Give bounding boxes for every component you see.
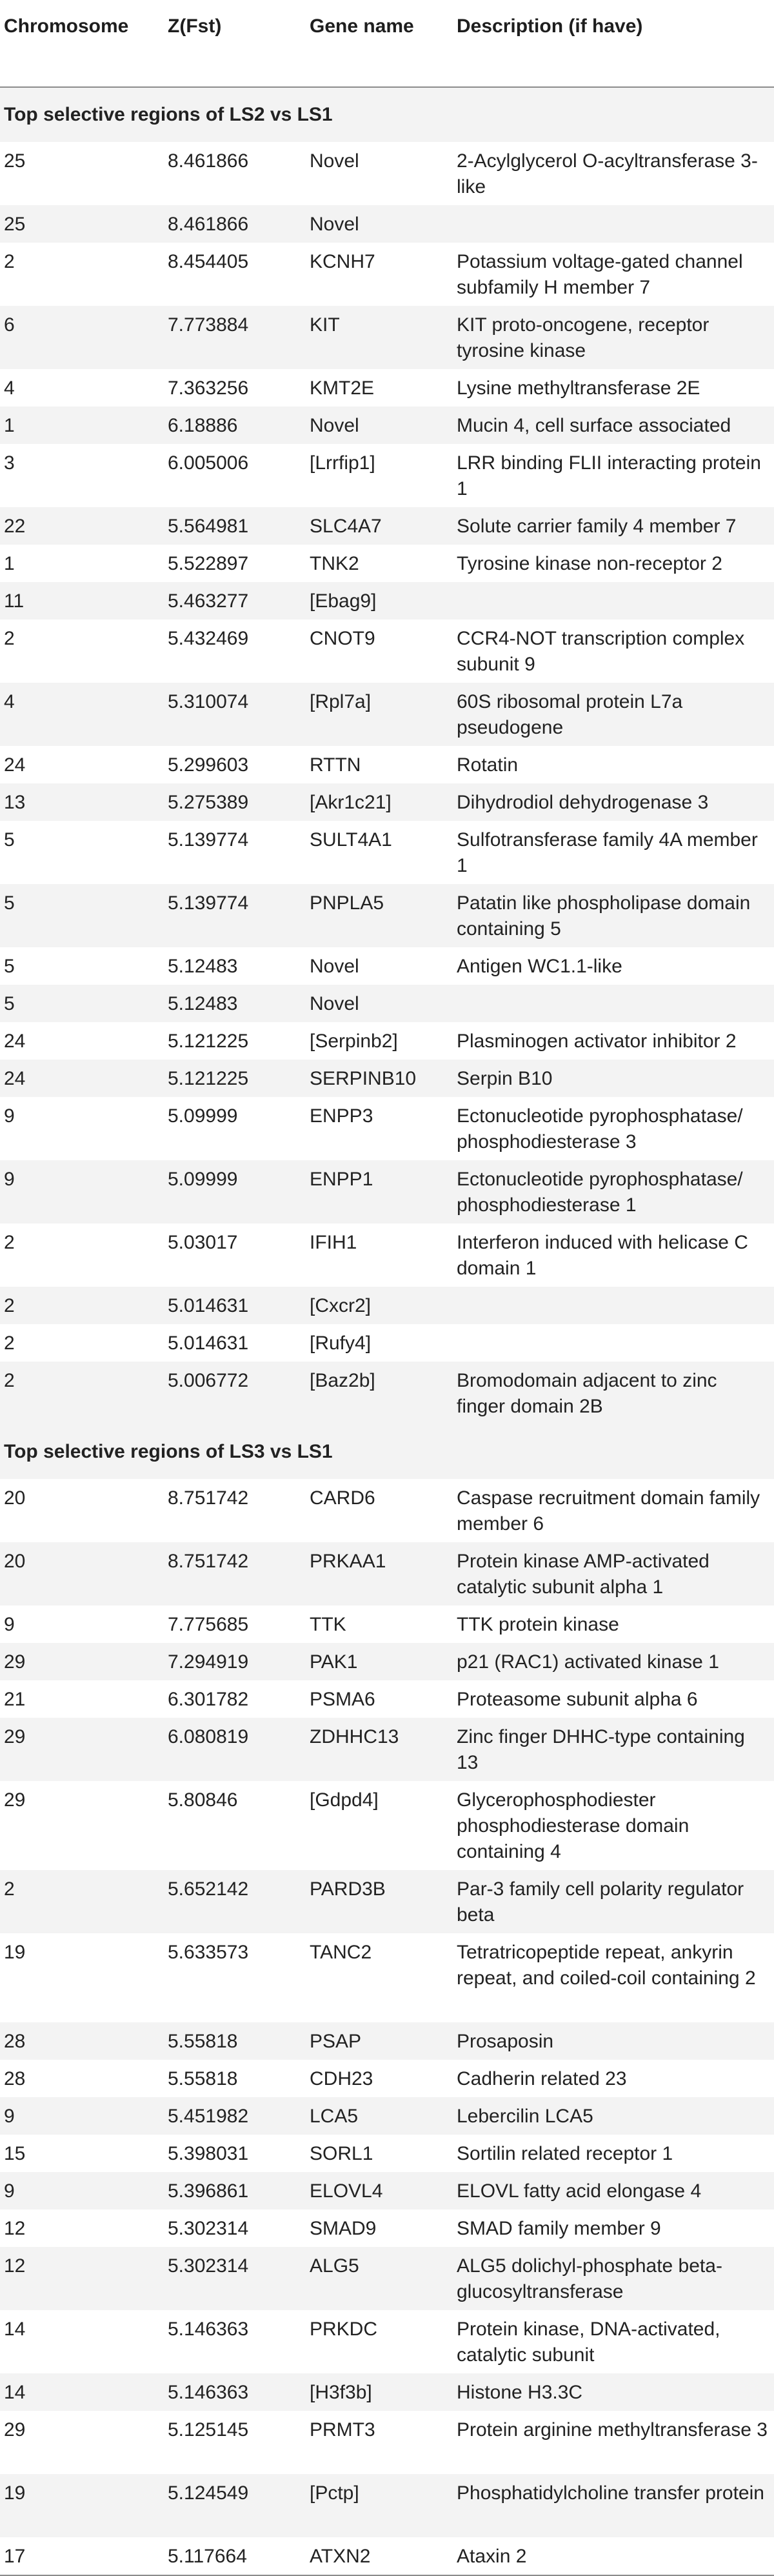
cell-zfst: 5.03017	[168, 1232, 238, 1253]
cell-description: Tetratricopeptide repeat, ankyrin repeat, and coiled-coil containing 2	[457, 1942, 756, 1989]
table-row	[0, 2474, 774, 2537]
cell-zfst: 5.432469	[168, 628, 249, 649]
cell-gene-name: [Rufy4]	[310, 1333, 372, 1354]
cell-chromosome: 5	[4, 892, 15, 914]
cell-zfst: 5.652142	[168, 1878, 249, 1900]
cell-gene-name: KIT	[310, 314, 340, 336]
cell-chromosome: 2	[4, 1878, 15, 1900]
table-row	[0, 1362, 774, 1425]
cell-zfst: 8.751742	[168, 1551, 249, 1572]
cell-zfst: 5.125145	[168, 2419, 249, 2440]
cell-zfst: 5.396861	[168, 2180, 249, 2202]
cell-zfst: 5.55818	[168, 2068, 238, 2089]
cell-description: Protein arginine methyltransferase 3	[457, 2419, 768, 2440]
cell-description: Zinc finger DHHC-type containing 13	[457, 1726, 745, 1773]
cell-description: Ectonucleotide pyrophosphatase/ phosphodiesterase 3	[457, 1105, 743, 1152]
cell-chromosome: 19	[4, 2482, 26, 2504]
table-row	[0, 2310, 774, 2373]
cell-description: p21 (RAC1) activated kinase 1	[457, 1651, 719, 1673]
cell-chromosome: 15	[4, 2143, 26, 2164]
cell-zfst: 5.451982	[168, 2106, 249, 2127]
cell-chromosome: 4	[4, 691, 15, 712]
cell-zfst: 6.080819	[168, 1726, 249, 1747]
cell-zfst: 5.014631	[168, 1295, 249, 1316]
cell-zfst: 5.633573	[168, 1942, 249, 1963]
table-row	[0, 2537, 774, 2575]
cell-gene-name: ENPP3	[310, 1105, 373, 1127]
table-row	[0, 1160, 774, 1223]
cell-description: Prosaposin	[457, 2031, 554, 2052]
cell-chromosome: 1	[4, 415, 15, 436]
cell-zfst: 5.302314	[168, 2218, 249, 2239]
cell-zfst: 5.398031	[168, 2143, 249, 2164]
table-row	[0, 1542, 774, 1605]
table-row	[0, 2411, 774, 2474]
cell-chromosome: 2	[4, 628, 15, 649]
cell-gene-name: TANC2	[310, 1942, 372, 1963]
cell-zfst: 7.773884	[168, 314, 249, 336]
table-row	[0, 2172, 774, 2209]
cell-description: CCR4-NOT transcription complex subunit 9	[457, 628, 745, 675]
cell-description: 60S ribosomal protein L7a pseudogene	[457, 691, 683, 738]
cell-zfst: 5.014631	[168, 1333, 249, 1354]
cell-zfst: 7.294919	[168, 1651, 249, 1673]
cell-gene-name: [Gdpd4]	[310, 1789, 379, 1811]
cell-gene-name: [Lrrfip1]	[310, 452, 375, 474]
table-row	[0, 1643, 774, 1680]
cell-chromosome: 4	[4, 377, 15, 399]
cell-chromosome: 2	[4, 251, 15, 272]
table-row	[0, 507, 774, 545]
cell-chromosome: 25	[4, 214, 26, 235]
cell-gene-name: [Rpl7a]	[310, 691, 372, 712]
table-row	[0, 2060, 774, 2097]
cell-description: ALG5 dolichyl-phosphate beta-glucosyltransferase	[457, 2255, 722, 2302]
cell-zfst: 5.09999	[168, 1105, 238, 1127]
cell-gene-name: [H3f3b]	[310, 2382, 372, 2403]
cell-description: Ectonucleotide pyrophosphatase/ phosphodiesterase 1	[457, 1169, 743, 1216]
cell-description: 2-Acylglycerol O-acyltransferase 3-like	[457, 150, 758, 197]
table-row	[0, 243, 774, 306]
cell-gene-name: PSMA6	[310, 1689, 375, 1710]
cell-zfst: 5.117664	[168, 2546, 247, 2567]
cell-chromosome: 11	[4, 590, 25, 612]
cell-gene-name: [Akr1c21]	[310, 792, 392, 813]
table-row	[0, 205, 774, 243]
cell-chromosome: 5	[4, 993, 15, 1014]
table-row	[0, 1933, 774, 2022]
table-row	[0, 582, 774, 619]
cell-description: Histone H3.3C	[457, 2382, 583, 2403]
cell-zfst: 5.121225	[168, 1068, 249, 1089]
cell-gene-name: SLC4A7	[310, 516, 382, 537]
cell-chromosome: 12	[4, 2218, 26, 2239]
cell-gene-name: PARD3B	[310, 1878, 386, 1900]
cell-chromosome: 17	[4, 2546, 26, 2567]
header-zfst: Z(Fst)	[168, 15, 222, 37]
table-row	[0, 2097, 774, 2135]
cell-gene-name: Novel	[310, 214, 359, 235]
cell-zfst: 8.461866	[168, 214, 249, 235]
cell-gene-name: Novel	[310, 415, 359, 436]
cell-zfst: 5.12483	[168, 956, 238, 977]
cell-zfst: 5.302314	[168, 2255, 249, 2277]
cell-zfst: 5.12483	[168, 993, 238, 1014]
cell-zfst: 8.751742	[168, 1487, 249, 1509]
cell-gene-name: KMT2E	[310, 377, 375, 399]
table-header-row	[0, 0, 774, 88]
table-row	[0, 1097, 774, 1160]
cell-description: Potassium voltage-gated channel subfamily H member 7	[457, 251, 743, 298]
cell-chromosome: 3	[4, 452, 15, 474]
cell-zfst: 5.564981	[168, 516, 249, 537]
cell-chromosome: 12	[4, 2255, 26, 2277]
cell-gene-name: PSAP	[310, 2031, 362, 2052]
cell-zfst: 5.139774	[168, 829, 249, 850]
header-chromosome: Chromosome	[4, 15, 129, 37]
table-row	[0, 683, 774, 746]
cell-description: Mucin 4, cell surface associated	[457, 415, 731, 436]
cell-zfst: 5.310074	[168, 691, 249, 712]
cell-gene-name: SULT4A1	[310, 829, 392, 850]
section-header	[0, 1425, 774, 1479]
cell-description: Lysine methyltransferase 2E	[457, 377, 700, 399]
cell-description: Ataxin 2	[457, 2546, 527, 2567]
cell-description: Cadherin related 23	[457, 2068, 627, 2089]
cell-chromosome: 2	[4, 1295, 15, 1316]
cell-gene-name: IFIH1	[310, 1232, 357, 1253]
cell-gene-name: TNK2	[310, 553, 359, 574]
cell-gene-name: LCA5	[310, 2106, 359, 2127]
cell-gene-name: CARD6	[310, 1487, 375, 1509]
cell-chromosome: 9	[4, 1169, 15, 1190]
cell-gene-name: SMAD9	[310, 2218, 377, 2239]
cell-gene-name: SERPINB10	[310, 1068, 417, 1089]
cell-chromosome: 14	[4, 2382, 26, 2403]
cell-zfst: 7.363256	[168, 377, 249, 399]
cell-chromosome: 9	[4, 2180, 15, 2202]
cell-description: Glycerophosphodiester phosphodiesterase domain containing 4	[457, 1789, 690, 1862]
cell-gene-name: ZDHHC13	[310, 1726, 399, 1747]
table-row	[0, 1781, 774, 1870]
cell-chromosome: 5	[4, 829, 15, 850]
cell-chromosome: 1	[4, 553, 15, 574]
cell-description: TTK protein kinase	[457, 1614, 619, 1635]
cell-description: KIT proto-oncogene, receptor tyrosine kinase	[457, 314, 710, 361]
cell-description: Par-3 family cell polarity regulator beta	[457, 1878, 744, 1926]
table-row	[0, 142, 774, 205]
table-row	[0, 1022, 774, 1060]
cell-zfst: 8.461866	[168, 150, 249, 172]
table-body	[0, 88, 774, 2575]
cell-description: Plasminogen activator inhibitor 2	[457, 1031, 737, 1052]
cell-gene-name: ENPP1	[310, 1169, 373, 1190]
table-row	[0, 746, 774, 783]
cell-chromosome: 20	[4, 1487, 26, 1509]
table-row	[0, 2247, 774, 2310]
cell-description: Rotatin	[457, 754, 519, 776]
cell-chromosome: 24	[4, 1068, 26, 1089]
cell-chromosome: 22	[4, 516, 26, 537]
table-row	[0, 1605, 774, 1643]
cell-description: Phosphatidylcholine transfer protein	[457, 2482, 764, 2504]
cell-zfst: 5.146363	[168, 2319, 249, 2340]
cell-chromosome: 28	[4, 2031, 26, 2052]
cell-chromosome: 13	[4, 792, 26, 813]
cell-zfst: 6.005006	[168, 452, 249, 474]
cell-zfst: 5.275389	[168, 792, 249, 813]
cell-chromosome: 2	[4, 1333, 15, 1354]
cell-zfst: 5.522897	[168, 553, 249, 574]
table-row	[0, 821, 774, 884]
cell-gene-name: ATXN2	[310, 2546, 371, 2567]
cell-gene-name: TTK	[310, 1614, 346, 1635]
cell-zfst: 5.139774	[168, 892, 249, 914]
cell-description: Solute carrier family 4 member 7	[457, 516, 737, 537]
cell-chromosome: 25	[4, 150, 26, 172]
table-row	[0, 947, 774, 985]
table-row	[0, 2373, 774, 2411]
cell-description: Dihydrodiol dehydrogenase 3	[457, 792, 709, 813]
table-row	[0, 985, 774, 1022]
table-row	[0, 1223, 774, 1287]
cell-description: Sulfotransferase family 4A member 1	[457, 829, 758, 876]
cell-gene-name: Novel	[310, 993, 359, 1014]
cell-gene-name: CNOT9	[310, 628, 375, 649]
cell-description: Serpin B10	[457, 1068, 553, 1089]
cell-description: Antigen WC1.1-like	[457, 956, 622, 977]
cell-chromosome: 9	[4, 2106, 15, 2127]
cell-description: Patatin like phospholipase domain containing 5	[457, 892, 751, 940]
cell-gene-name: PRMT3	[310, 2419, 375, 2440]
cell-description: Interferon induced with helicase C domain 1	[457, 1232, 748, 1279]
cell-chromosome: 5	[4, 956, 15, 977]
table-row	[0, 884, 774, 947]
cell-chromosome: 9	[4, 1105, 15, 1127]
cell-chromosome: 21	[4, 1689, 26, 1710]
section-header	[0, 88, 774, 142]
table-row	[0, 1324, 774, 1362]
table-row	[0, 1680, 774, 1718]
table-row	[0, 1287, 774, 1324]
cell-zfst: 5.09999	[168, 1169, 238, 1190]
cell-gene-name: ALG5	[310, 2255, 359, 2277]
cell-gene-name: ELOVL4	[310, 2180, 383, 2202]
cell-chromosome: 2	[4, 1232, 15, 1253]
cell-description: Sortilin related receptor 1	[457, 2143, 673, 2164]
cell-chromosome: 9	[4, 1614, 15, 1635]
cell-description: Tyrosine kinase non-receptor 2	[457, 553, 722, 574]
cell-description: Proteasome subunit alpha 6	[457, 1689, 698, 1710]
cell-description: ELOVL fatty acid elongase 4	[457, 2180, 702, 2202]
cell-zfst: 5.55818	[168, 2031, 238, 2052]
cell-zfst: 5.121225	[168, 1031, 249, 1052]
cell-description: SMAD family member 9	[457, 2218, 661, 2239]
cell-chromosome: 14	[4, 2319, 26, 2340]
cell-gene-name: PNPLA5	[310, 892, 384, 914]
cell-gene-name: PRKDC	[310, 2319, 378, 2340]
cell-gene-name: CDH23	[310, 2068, 373, 2089]
cell-description: Caspase recruitment domain family member 6	[457, 1487, 760, 1535]
cell-chromosome: 29	[4, 2419, 26, 2440]
cell-gene-name: [Cxcr2]	[310, 1295, 372, 1316]
cell-zfst: 5.124549	[168, 2482, 249, 2504]
section-title: Top selective regions of LS3 vs LS1	[4, 1441, 333, 1462]
section-title: Top selective regions of LS2 vs LS1	[4, 104, 333, 125]
table-row	[0, 1479, 774, 1542]
cell-chromosome: 19	[4, 1942, 26, 1963]
cell-gene-name: [Pctp]	[310, 2482, 359, 2504]
cell-gene-name: KCNH7	[310, 251, 375, 272]
table-row	[0, 407, 774, 444]
cell-zfst: 7.775685	[168, 1614, 249, 1635]
cell-gene-name: Novel	[310, 956, 359, 977]
cell-gene-name: PRKAA1	[310, 1551, 386, 1572]
cell-description: LRR binding FLII interacting protein 1	[457, 452, 761, 499]
table-row	[0, 1060, 774, 1097]
cell-zfst: 5.299603	[168, 754, 249, 776]
cell-chromosome: 29	[4, 1651, 26, 1673]
cell-chromosome: 2	[4, 1370, 15, 1391]
table-row	[0, 619, 774, 683]
cell-chromosome: 24	[4, 1031, 26, 1052]
header-description: Description (if have)	[457, 15, 643, 37]
cell-zfst: 5.146363	[168, 2382, 249, 2403]
cell-chromosome: 28	[4, 2068, 26, 2089]
cell-gene-name: [Ebag9]	[310, 590, 377, 612]
table-row	[0, 2022, 774, 2060]
cell-gene-name: PAK1	[310, 1651, 358, 1673]
table-row	[0, 369, 774, 407]
cell-chromosome: 24	[4, 754, 26, 776]
table-row	[0, 444, 774, 507]
table-row	[0, 1870, 774, 1933]
cell-gene-name: RTTN	[310, 754, 361, 776]
cell-gene-name: SORL1	[310, 2143, 373, 2164]
cell-zfst: 5.463277	[168, 590, 249, 612]
cell-chromosome: 29	[4, 1726, 26, 1747]
cell-chromosome: 20	[4, 1551, 26, 1572]
cell-description: Protein kinase AMP-activated catalytic subunit alpha 1	[457, 1551, 710, 1598]
cell-description: Lebercilin LCA5	[457, 2106, 593, 2127]
table-row	[0, 2209, 774, 2247]
table-row	[0, 306, 774, 369]
header-gene-name: Gene name	[310, 15, 414, 37]
cell-description: Bromodomain adjacent to zinc finger domain 2B	[457, 1370, 717, 1417]
table-row	[0, 783, 774, 821]
cell-chromosome: 6	[4, 314, 15, 336]
cell-zfst: 5.80846	[168, 1789, 238, 1811]
table-row	[0, 1718, 774, 1781]
cell-chromosome: 29	[4, 1789, 26, 1811]
cell-gene-name: [Baz2b]	[310, 1370, 375, 1391]
cell-gene-name: Novel	[310, 150, 359, 172]
cell-gene-name: [Serpinb2]	[310, 1031, 398, 1052]
cell-zfst: 6.301782	[168, 1689, 249, 1710]
table-row	[0, 2135, 774, 2172]
cell-zfst: 5.006772	[168, 1370, 249, 1391]
cell-description: Protein kinase, DNA-activated, catalytic subunit	[457, 2319, 720, 2366]
table-row	[0, 545, 774, 582]
cell-zfst: 6.18886	[168, 415, 238, 436]
cell-zfst: 8.454405	[168, 251, 249, 272]
